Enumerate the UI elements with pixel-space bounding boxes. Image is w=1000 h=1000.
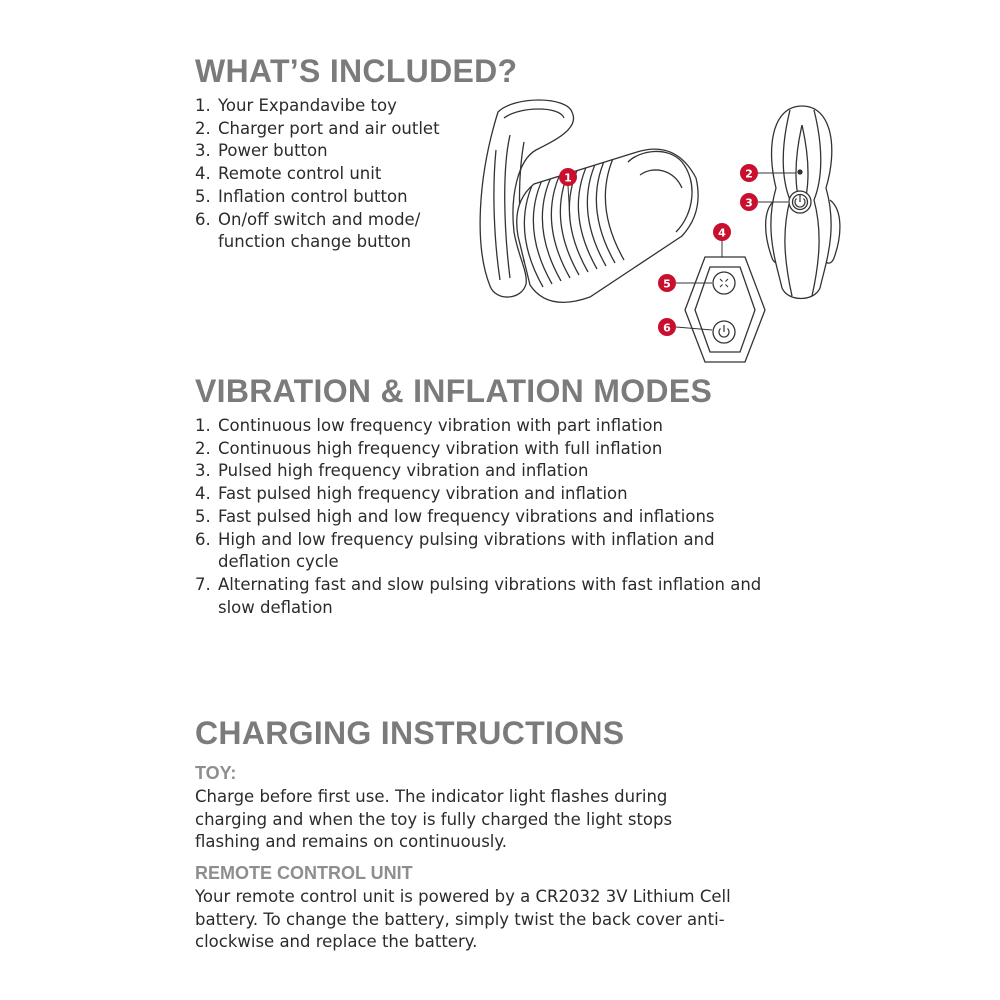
callout-badge-4 bbox=[713, 223, 731, 241]
modes-heading: VIBRATION & INFLATION MODES bbox=[195, 373, 713, 409]
list-item: 7. Alternating fast and slow pulsing vibrations with fast inflation and slow deflation bbox=[195, 574, 762, 617]
list-item: 5. Fast pulsed high and low frequency vibrations and inflations bbox=[195, 506, 715, 526]
callout-badge-5 bbox=[658, 274, 676, 292]
callout-label: 3 bbox=[745, 196, 753, 210]
callout-label: 4 bbox=[718, 226, 726, 240]
list-item: 1. Your Expandavibe toy bbox=[195, 96, 397, 115]
toy-illustration bbox=[480, 100, 698, 302]
callout-label: 6 bbox=[663, 321, 671, 335]
list-item: 3. Pulsed high frequency vibration and inflation bbox=[195, 461, 589, 481]
remote-control-illustration bbox=[685, 257, 765, 362]
list-item: 5. Inflation control button bbox=[195, 186, 408, 206]
callout-label: 1 bbox=[564, 171, 572, 185]
included-heading: WHAT’S INCLUDED? bbox=[195, 53, 518, 89]
callout-badge-3 bbox=[740, 193, 758, 211]
callout-label: 5 bbox=[663, 277, 671, 291]
charging-heading: CHARGING INSTRUCTIONS bbox=[195, 715, 625, 751]
list-item: 6. High and low frequency pulsing vibrations with inflation and deflation cycle bbox=[195, 529, 715, 572]
list-item: 1. Continuous low frequency vibration with part inflation bbox=[195, 416, 663, 435]
product-diagram bbox=[470, 90, 860, 380]
callout-label: 2 bbox=[745, 167, 753, 181]
list-item: 2. Continuous high frequency vibration with full inflation bbox=[195, 438, 663, 458]
toy-subheading: TOY: bbox=[195, 763, 237, 783]
remote-subheading: REMOTE CONTROL UNIT bbox=[195, 863, 413, 883]
included-list bbox=[195, 95, 475, 254]
callout-badge-1 bbox=[559, 168, 577, 186]
callout-badge-2 bbox=[740, 164, 758, 182]
remote-battery-text: Your remote control unit is powered by a CR2032 3V Lithium Cell battery. To change the battery, simply twist the back cover anti-clockwise and replace the battery. bbox=[195, 887, 731, 951]
list-item: 6. On/off switch and mode/ function change button bbox=[195, 209, 421, 252]
modes-list bbox=[195, 415, 785, 619]
callout-badge-6 bbox=[658, 318, 676, 336]
toy-charging-text: Charge before first use. The indicator light flashes during charging and when the toy is fully charged the light stops flashing and remains on continuously. bbox=[195, 787, 673, 851]
list-item: 4. Fast pulsed high frequency vibration and inflation bbox=[195, 484, 628, 504]
list-item: 3. Power button bbox=[195, 141, 328, 161]
list-item: 4. Remote control unit bbox=[195, 164, 382, 184]
list-item: 2. Charger port and air outlet bbox=[195, 118, 440, 138]
